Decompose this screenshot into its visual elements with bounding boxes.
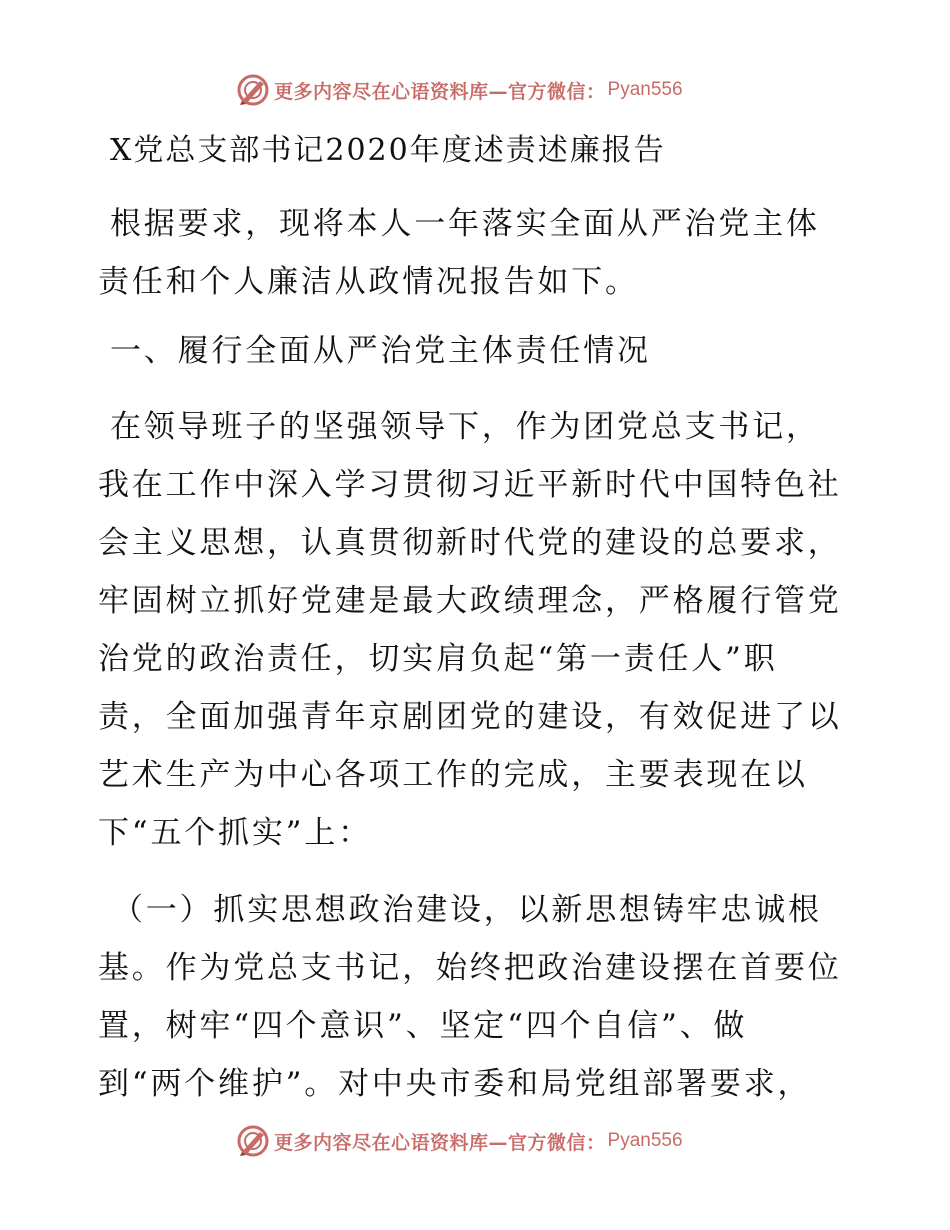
text-line: 根据要求，现将本人一年落实全面从严治党主体 — [110, 206, 820, 242]
pen-logo-icon — [236, 73, 270, 107]
text-line: 在领导班子的坚强领导下，作为团党总支书记， — [110, 409, 820, 445]
body-paragraph-2 — [98, 881, 842, 1113]
watermark-header — [236, 73, 683, 107]
text-line: 下“五个抓实”上： — [98, 815, 372, 851]
text-line: 责任和个人廉洁从政情况报告如下。 — [98, 264, 639, 300]
watermark-account: Pyan556 — [607, 79, 683, 100]
text-line: 牢固树立抓好党建是最大政绩理念，严格履行管党 — [98, 583, 842, 619]
watermark-footer — [236, 1124, 683, 1158]
text-line: 治党的政治责任，切实肩负起“第一责任人”职 — [98, 641, 778, 677]
text-line: 艺术生产为中心各项工作的完成，主要表现在以 — [98, 757, 808, 793]
intro-paragraph — [98, 195, 820, 311]
document-title: X党总支部书记2020年度述责述廉报告 — [110, 133, 666, 168]
section-heading — [98, 322, 651, 380]
pen-logo-icon — [236, 1124, 270, 1158]
watermark-account: Pyan556 — [607, 1130, 683, 1151]
section-heading-text: 一、履行全面从严治党主体责任情况 — [110, 333, 651, 369]
watermark-text: 更多内容尽在心语资料库—官方微信： — [274, 1131, 606, 1154]
watermark-text: 更多内容尽在心语资料库—官方微信： — [274, 80, 606, 103]
text-line: （一）抓实思想政治建设，以新思想铸牢忠诚根 — [112, 892, 822, 928]
text-line: 我在工作中深入学习贯彻习近平新时代中国特色社 — [98, 467, 842, 503]
body-paragraph-1 — [98, 398, 842, 862]
text-line: 到“两个维护”。对中央市委和局党组部署要求， — [98, 1066, 812, 1102]
text-line: 责，全面加强青年京剧团党的建设，有效促进了以 — [98, 699, 842, 735]
text-line: 置，树牢“四个意识”、坚定“四个自信”、做 — [98, 1008, 748, 1044]
text-line: 基。作为党总支书记，始终把政治建设摆在首要位 — [98, 950, 842, 986]
text-line: 会主义思想，认真贯彻新时代党的建设的总要求， — [98, 525, 842, 561]
